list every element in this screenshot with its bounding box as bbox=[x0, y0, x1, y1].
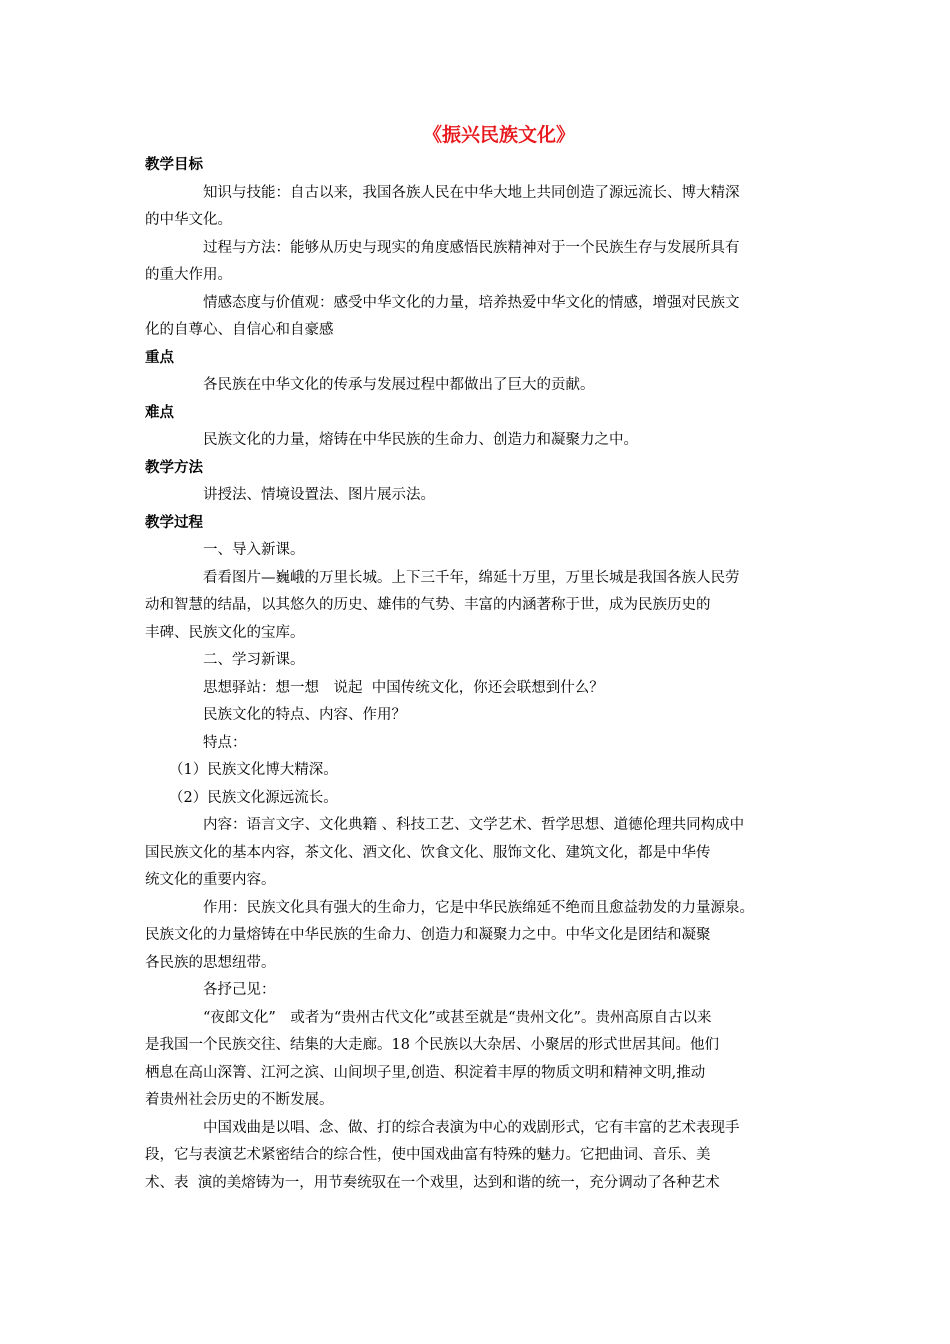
document-title: 《振兴民族文化》 bbox=[422, 124, 575, 146]
question-line: 民族文化的特点、内容、作用？ bbox=[203, 707, 406, 723]
goal-emotion bbox=[145, 290, 805, 345]
difficult-text-line: 民族文化的力量，熔铸在中华民族的生命力、创造力和凝聚力之中。 bbox=[203, 432, 638, 448]
process-opera bbox=[145, 1115, 805, 1198]
opera-line-3: 术、表 演的美熔铸为一，用节奏统驭在一个戏里，达到和谐的统一，充分调动了各种艺术 bbox=[145, 1174, 720, 1191]
features-label-line: 特点： bbox=[203, 734, 247, 751]
opera-line-1: 中国戏曲是以唱、念、做、打的综合表演为中心的戏剧形式，它有丰富的艺术表现手 bbox=[203, 1119, 740, 1136]
goal-knowledge bbox=[145, 180, 805, 235]
process-step1 bbox=[145, 537, 805, 565]
process-step1-text bbox=[145, 565, 805, 648]
step1-text-line-1: 看看图片—巍峨的万里长城。上下三千年，绵延十万里，万里长城是我国各族人民劳 bbox=[203, 569, 740, 586]
method-text bbox=[145, 482, 805, 510]
method-text-line: 讲授法、情境设置法、图片展示法。 bbox=[203, 487, 435, 503]
document-page bbox=[145, 118, 805, 1197]
process-question bbox=[145, 702, 805, 730]
goal-emotion-line-1: 情感态度与价值观：感受中华文化的力量，培养热爱中华文化的情感，增强对民族文 bbox=[203, 294, 740, 311]
heading-method: 教学方法 bbox=[145, 459, 203, 476]
goal-process-line-2: 的重大作用。 bbox=[145, 267, 232, 283]
process-step2-line: 二、学习新课。 bbox=[203, 652, 305, 668]
heading-key: 重点 bbox=[145, 349, 174, 366]
process-features-label bbox=[145, 730, 805, 758]
goal-knowledge-line-1: 知识与技能：自古以来，我国各族人民在中华大地上共同创造了源远流长、博大精深 bbox=[203, 184, 740, 201]
key-text-line: 各民族在中华文化的传承与发展过程中都做出了巨大的贡献。 bbox=[203, 377, 595, 393]
heading-goals: 教学目标 bbox=[145, 157, 203, 173]
process-content bbox=[145, 812, 805, 895]
function-line-2: 民族文化的力量熔铸在中华民族的生命力、创造力和凝聚力之中。中华文化是团结和凝聚 bbox=[145, 927, 711, 943]
feature-1-line: （1）民族文化博大精深。 bbox=[169, 762, 338, 778]
heading-difficult: 难点 bbox=[145, 404, 174, 421]
step1-text-line-3: 丰碑、民族文化的宝库。 bbox=[145, 624, 305, 641]
process-feature-1 bbox=[145, 757, 805, 785]
function-line-3: 各民族的思想纽带。 bbox=[145, 954, 276, 971]
content-line-3: 统文化的重要内容。 bbox=[145, 872, 276, 888]
opera-line-2: 段，它与表演艺术紧密结合的综合性，使中国戏曲富有特殊的魅力。它把曲词、音乐、美 bbox=[145, 1147, 711, 1163]
goal-emotion-line-2: 化的自尊心、自信心和自豪感 bbox=[145, 322, 334, 338]
process-step1-line: 一、导入新课。 bbox=[203, 542, 305, 558]
process-function bbox=[145, 895, 805, 978]
yelang-line-2: 是我国一个民族交往、结集的大走廊。18 个民族以大杂居、小聚居的形式世居其间。他们 bbox=[145, 1037, 720, 1053]
process-yelang bbox=[145, 1005, 805, 1115]
step1-text-line-2: 动和智慧的结晶，以其悠久的历史、雄伟的气势、丰富的内涵著称于世，成为民族历史的 bbox=[145, 597, 711, 613]
process-opinion-label bbox=[145, 977, 805, 1005]
goal-knowledge-line-2: 的中华文化。 bbox=[145, 212, 232, 228]
process-think bbox=[145, 675, 805, 703]
content-line-1: 内容：语言文字、文化典籍 、科技工艺、文学艺术、哲学思想、道德伦理共同构成中 bbox=[203, 817, 745, 833]
think-line: 思想驿站：想一想 说起 中国传统文化，你还会联想到什么？ bbox=[203, 679, 604, 696]
heading-process: 教学过程 bbox=[145, 514, 203, 531]
goal-process bbox=[145, 235, 805, 290]
process-feature-2 bbox=[145, 785, 805, 813]
yelang-line-4: 着贵州社会历史的不断发展。 bbox=[145, 1092, 334, 1108]
yelang-line-1: “夜郎文化” 或者为“贵州古代文化”或甚至就是“贵州文化”。贵州高原自古以来 bbox=[203, 1009, 712, 1026]
function-line-1: 作用：民族文化具有强大的生命力，它是中华民族绵延不绝而且愈益勃发的力量源泉。 bbox=[203, 899, 754, 916]
key-text bbox=[145, 372, 805, 400]
opinion-label-line: 各抒己见： bbox=[203, 982, 276, 998]
content-line-2: 国民族文化的基本内容，茶文化、酒文化、饮食文化、服饰文化、建筑文化，都是中华传 bbox=[145, 844, 711, 861]
goal-process-line-1: 过程与方法：能够从历史与现实的角度感悟民族精神对于一个民族生存与发展所具有 bbox=[203, 239, 740, 256]
yelang-line-3: 栖息在高山深箐、江河之滨、山间坝子里,创造、积淀着丰厚的物质文明和精神文明,推动 bbox=[145, 1064, 706, 1081]
process-step2 bbox=[145, 647, 805, 675]
feature-2-line: （2）民族文化源远流长。 bbox=[169, 789, 338, 806]
difficult-text bbox=[145, 427, 805, 455]
